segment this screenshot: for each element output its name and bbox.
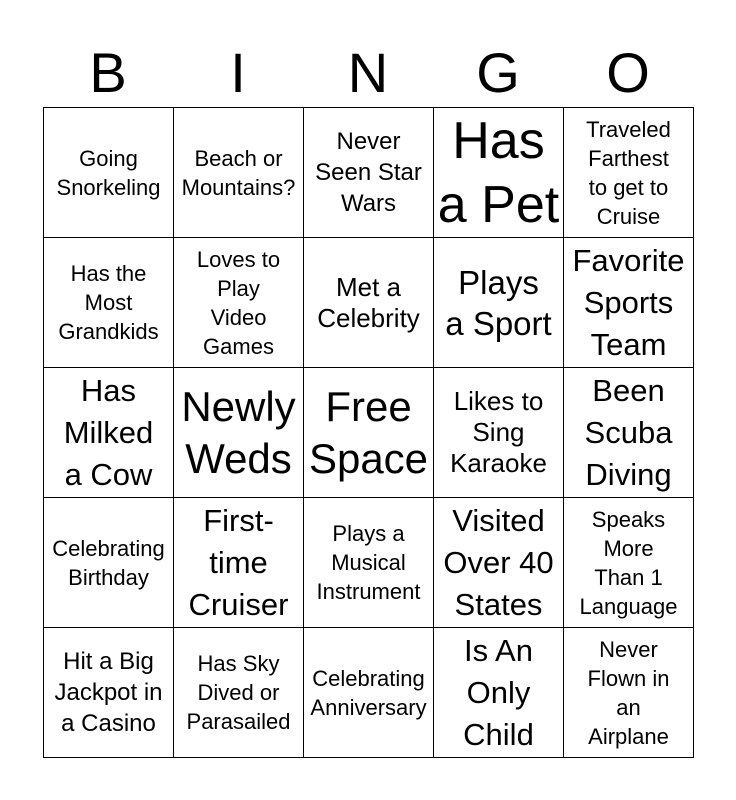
- cell-text: Been Scuba Diving: [584, 372, 673, 492]
- cell-text: Never Seen Star Wars: [315, 128, 422, 217]
- bingo-cell[interactable]: [434, 108, 564, 238]
- cell-text: Plays a Sport: [445, 263, 552, 342]
- cell-text: First- time Cruiser: [188, 502, 289, 622]
- cell-text: Has Milked a Cow: [63, 372, 154, 492]
- cell-text: Never Flown in an Airplane: [587, 636, 670, 749]
- bingo-cell[interactable]: [44, 368, 174, 498]
- cell-text: Traveled Farthest to get to Cruise: [586, 116, 671, 229]
- bingo-cell[interactable]: [44, 238, 174, 368]
- cell-text: Likes to Sing Karaoke: [450, 386, 547, 478]
- header-letter-n: N: [347, 41, 389, 104]
- bingo-cell[interactable]: [434, 368, 564, 498]
- header-letter-o: O: [606, 41, 650, 104]
- cell-text: Favorite Sports Team: [572, 242, 685, 362]
- bingo-cell[interactable]: [434, 498, 564, 628]
- bingo-cell[interactable]: [434, 628, 564, 758]
- cell-text: Newly Weds: [181, 382, 296, 482]
- cell-text: Plays a Musical Instrument: [316, 521, 421, 604]
- bingo-cell[interactable]: [564, 498, 694, 628]
- bingo-cell[interactable]: [174, 238, 304, 368]
- header-letter-b: B: [89, 41, 127, 104]
- bingo-cell[interactable]: [44, 628, 174, 758]
- bingo-cell[interactable]: [304, 628, 434, 758]
- bingo-cell[interactable]: [564, 238, 694, 368]
- bingo-cell[interactable]: [564, 628, 694, 758]
- bingo-cell[interactable]: [564, 368, 694, 498]
- cell-text: Loves to Play Video Games: [196, 246, 281, 359]
- bingo-cell[interactable]: [564, 108, 694, 238]
- card-row: [44, 628, 694, 758]
- cell-text: Has a Pet: [437, 111, 560, 234]
- bingo-header: [43, 40, 693, 106]
- bingo-cell[interactable]: [304, 498, 434, 628]
- bingo-cell[interactable]: [304, 238, 434, 368]
- card-row: [44, 108, 694, 238]
- bingo-cell[interactable]: [304, 108, 434, 238]
- bingo-cell[interactable]: [174, 108, 304, 238]
- bingo-cell[interactable]: [174, 628, 304, 758]
- bingo-cell[interactable]: [174, 498, 304, 628]
- cell-text: Met a Celebrity: [317, 271, 420, 333]
- cell-text: Is An Only Child: [463, 632, 534, 752]
- header-letter-i: I: [230, 41, 246, 104]
- header-letter-g: G: [476, 41, 520, 104]
- cell-text: Has the Most Grandkids: [58, 261, 159, 344]
- cell-text: Has Sky Dived or Parasailed: [186, 651, 291, 734]
- card-row: [44, 238, 694, 368]
- bingo-cell[interactable]: [304, 368, 434, 498]
- card-row: [44, 498, 694, 628]
- cell-text: Going Snorkeling: [56, 145, 161, 200]
- bingo-cell[interactable]: [44, 108, 174, 238]
- cell-text: Speaks More Than 1 Language: [579, 506, 678, 619]
- card-row: [44, 368, 694, 498]
- bingo-card: [43, 107, 694, 758]
- bingo-cell[interactable]: [44, 498, 174, 628]
- cell-text: Free Space: [308, 382, 429, 482]
- cell-text: Hit a Big Jackpot in a Casino: [54, 648, 163, 737]
- bingo-cell[interactable]: [434, 238, 564, 368]
- bingo-cell[interactable]: [174, 368, 304, 498]
- cell-text: Celebrating Anniversary: [310, 665, 427, 720]
- cell-text: Beach or Mountains?: [181, 145, 296, 200]
- cell-text: Celebrating Birthday: [52, 535, 165, 590]
- cell-text: Visited Over 40 States: [443, 502, 554, 622]
